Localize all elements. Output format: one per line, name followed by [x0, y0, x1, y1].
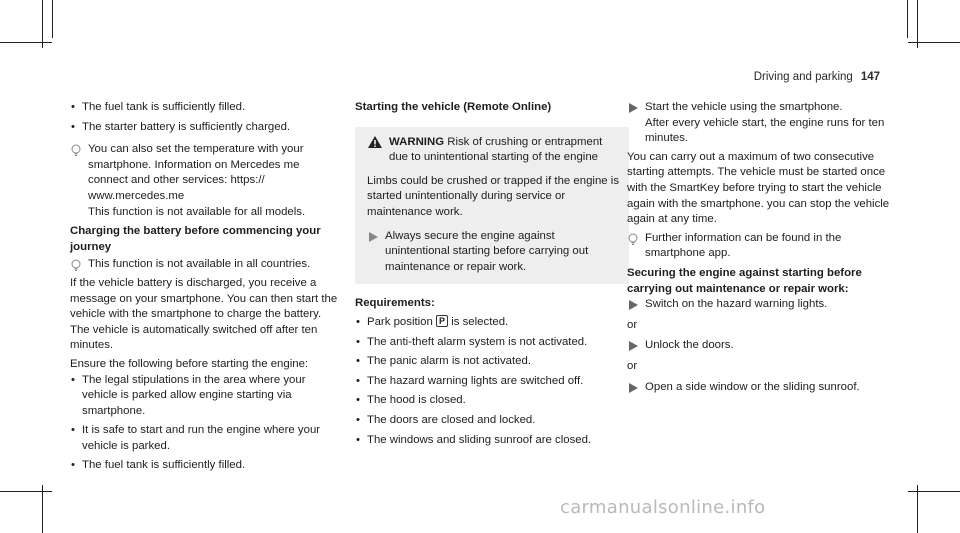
list-item: • The hazard warning lights are switched off.	[355, 374, 629, 390]
requirements-label: Requirements:	[355, 297, 435, 310]
section-title: Driving and parking	[753, 71, 853, 83]
paragraph: You can carry out a maximum of two consecutive starting attempts. The vehicle must be started once with the SmartKey before trying to start the vehicle again with the smartphone. you can stop the vehicle again at any time.	[627, 150, 890, 226]
section-heading: Securing the engine against starting before carrying out maintenance or repair work:	[627, 266, 862, 295]
note-text: You can also set the temperature with your smartphone. Information on Mercedes me connect and other services: https:// www.mercedes.me	[88, 143, 304, 202]
or-separator: or	[627, 318, 638, 331]
note-text: This function is not available in all countries.	[88, 258, 311, 271]
crop-mark	[42, 0, 43, 48]
list-item: • The fuel tank is sufficiently filled.	[70, 458, 342, 474]
list-item: • The panic alarm is not activated.	[355, 354, 629, 370]
req-park-after: is selected.	[451, 315, 509, 328]
list-item: • The anti-theft alarm system is not activated.	[355, 335, 629, 351]
list-item: • The legal stipulations in the area where your vehicle is parked allow engine starting via smartphone.	[70, 373, 342, 420]
action-text: Switch on the hazard warning lights.	[645, 298, 828, 311]
section-heading: Charging the battery before commencing your journey	[70, 225, 321, 253]
warning-action	[367, 229, 619, 276]
action-arrow-icon	[629, 383, 638, 393]
paragraph: Ensure the following before starting the engine:	[70, 357, 309, 370]
warning-header	[367, 135, 619, 166]
crop-mark	[917, 0, 918, 48]
info-note	[70, 257, 342, 273]
action-arrow-icon	[629, 103, 638, 113]
warning-body: Limbs could be crushed or trapped if the engine is started unintentionally during service or maintenance work.	[367, 174, 620, 218]
list-item: • The hood is closed.	[355, 393, 629, 409]
crop-mark	[917, 485, 918, 533]
action-text: Start the vehicle using the smartphone.	[645, 101, 843, 113]
action-arrow-icon	[629, 300, 638, 310]
crop-mark	[0, 491, 52, 492]
action-text: Open a side window or the sliding sunroof.	[645, 380, 860, 393]
note-text: This function is not available for all models.	[88, 205, 306, 218]
info-bulb-icon	[627, 233, 639, 245]
warning-triangle-icon	[367, 135, 383, 149]
list-item: • The starter battery is sufficiently charged.	[70, 120, 342, 136]
action-step	[627, 297, 899, 313]
list-item: • The fuel tank is sufficiently filled.	[70, 100, 342, 116]
info-bulb-icon	[70, 259, 82, 271]
park-gear-icon: P	[436, 315, 448, 327]
page-number: 147	[860, 71, 880, 83]
list-item: • The windows and sliding sunroof are closed.	[355, 433, 629, 449]
watermark: carmanualsonline.info	[560, 497, 766, 518]
action-text: Unlock the doors.	[645, 339, 734, 352]
note-text: Further information can be found in the smartphone app.	[645, 231, 842, 260]
crop-mark	[908, 491, 960, 492]
page-header	[754, 70, 880, 86]
crop-mark	[52, 0, 53, 38]
req-park-before: Park position	[367, 315, 433, 328]
crop-mark	[908, 42, 960, 43]
action-step	[627, 100, 899, 147]
or-separator: or	[627, 359, 638, 372]
crop-mark	[907, 0, 908, 38]
list-item: • The doors are closed and locked.	[355, 413, 629, 429]
column-middle	[355, 100, 629, 448]
action-text: Always secure the engine against unintentional starting before carrying out maintenance or repair work.	[385, 229, 589, 273]
section-heading: Starting the vehicle (Remote Online)	[355, 101, 552, 113]
info-note	[70, 142, 342, 220]
warning-intro: Risk of crushing or entrapment due to unintentional starting of the engine	[389, 135, 603, 164]
column-left	[70, 100, 342, 474]
crop-mark	[0, 42, 52, 43]
crop-mark	[42, 485, 43, 533]
warning-box	[355, 127, 629, 285]
list-item: • It is safe to start and run the engine where your vehicle is parked.	[70, 423, 342, 454]
warning-title: WARNING	[389, 135, 445, 148]
info-note	[627, 231, 899, 262]
action-arrow-icon	[369, 232, 378, 242]
action-step	[627, 338, 899, 354]
action-step	[627, 380, 899, 396]
paragraph: If the vehicle battery is discharged, you receive a message on your smartphone. You can then start the vehicle with the smartphone to charge the battery. The vehicle is automatically switched off after ten minutes.	[70, 276, 338, 352]
column-right	[627, 100, 899, 395]
action-arrow-icon	[629, 341, 638, 351]
list-item	[355, 315, 629, 331]
info-bulb-icon	[70, 144, 82, 156]
action-result: After every vehicle start, the engine runs for ten minutes.	[645, 116, 885, 145]
